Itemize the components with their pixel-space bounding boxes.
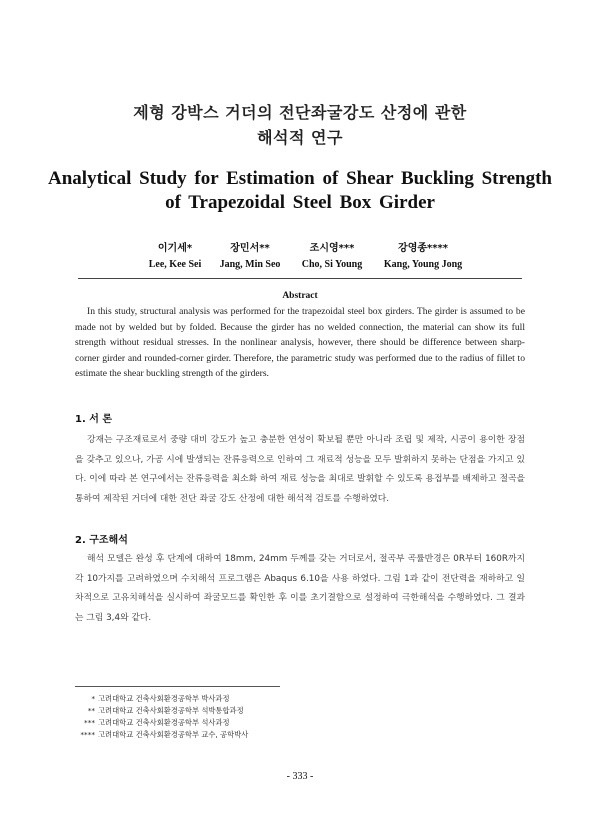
author-3 (282, 241, 382, 273)
section-heading-structural-analysis: 2. 구조해석 (75, 535, 128, 546)
footnote-text: 고려대학교 건축사회환경공학부 교수, 공학박사 (98, 730, 249, 739)
footnote-text: 고려대학교 건축사회환경공학부 석박통합과정 (98, 706, 244, 715)
footnote-mark: ** (87, 706, 95, 715)
author-name-en: Cho, Si Young (301, 259, 363, 270)
footnote-mark: **** (80, 730, 95, 739)
footnote (75, 717, 375, 729)
abstract-heading: Abstract (282, 291, 318, 301)
footnote (75, 729, 375, 741)
footnote-text: 고려대학교 건축사회환경공학부 박사과정 (98, 694, 230, 703)
header-divider (78, 278, 522, 279)
section-text-structural-analysis: 해석 모델은 완성 후 단계에 대하여 18mm, 24mm 두께를 갖는 거더로서, 절곡부 곡률반경은 0R부터 160R까지 각 10가지를 고려하였으며 수치해석 프로그램은 Abaqus 6.10을 사용 하였다. 그림 1과 같이 전단력을 재하하고 일차적으로 고유치해석을 실시하여 좌굴모드를 확인한 후 이를 초기결함으로 설정하여 극한해석을 수행하였다. 그 결과는 그림 3,4와 같다. (75, 554, 525, 623)
section-text-introduction: 강재는 구조재료로서 중량 대비 강도가 높고 충분한 연성이 확보될 뿐만 아니라 조립 및 제작, 시공이 용이한 장점을 갖추고 있으나, 가공 시에 발생되는 잔류응력으로 인하여 그 재료적 성능을 모두 발휘하지 못하는 단점을 가지고 있다. 이에 따라 본 연구에서는 잔류응력을 최소화 하여 재료 성능을 최대로 발휘할 수 있도록 용접부를 배제하고 절곡을 통하여 제작된 거더에 대한 전단 좌굴 강도 산정에 대한 해석적 검토를 수행하였다. (75, 435, 525, 504)
footnote (75, 693, 375, 705)
page-number: - 333 - (286, 771, 314, 782)
author-name-ko: 강영종**** (398, 243, 448, 254)
english-title-line-1: Analytical Study for Estimation of Shear Buckling Strength (48, 168, 552, 189)
abstract-text: In this study, structural analysis was performed for the trapezoidal steel box girders. The girder is assumed to be made not by welded but by folded. Because the girder has no welded connection, the material can show its full strength without residual stresses. In the nonlinear analysis, however, there should be difference between sharp-corner girder and rounded-corner girder. Therefore, the parametric study was performed due to the radius of fillet to estimate the shear buckling strength of the girders. (75, 306, 525, 379)
author-name-ko: 조시영*** (309, 243, 355, 254)
author-name-en: Kang, Young Jong (383, 259, 463, 270)
author-name-en: Jang, Min Seo (219, 259, 281, 270)
author-name-en: Lee, Kee Sei (148, 259, 202, 270)
author-name-ko: 이기세* (157, 243, 193, 254)
footnote-divider (75, 686, 280, 687)
author-name-ko: 장민서** (230, 243, 270, 254)
footnote-mark: *** (84, 718, 95, 727)
footnote (75, 705, 375, 717)
author-4 (368, 241, 478, 273)
english-title-line-2: of Trapezoidal Steel Box Girder (165, 192, 435, 213)
footnote-text: 고려대학교 건축사회환경공학부 석사과정 (98, 718, 230, 727)
footnote-mark: * (91, 694, 95, 703)
korean-title-line-1: 제형 강박스 거더의 전단좌굴강도 산정에 관한 (133, 103, 467, 122)
korean-title-line-2: 해석적 연구 (257, 128, 343, 147)
footnotes (75, 693, 375, 741)
section-heading-introduction: 1. 서 론 (75, 414, 113, 425)
